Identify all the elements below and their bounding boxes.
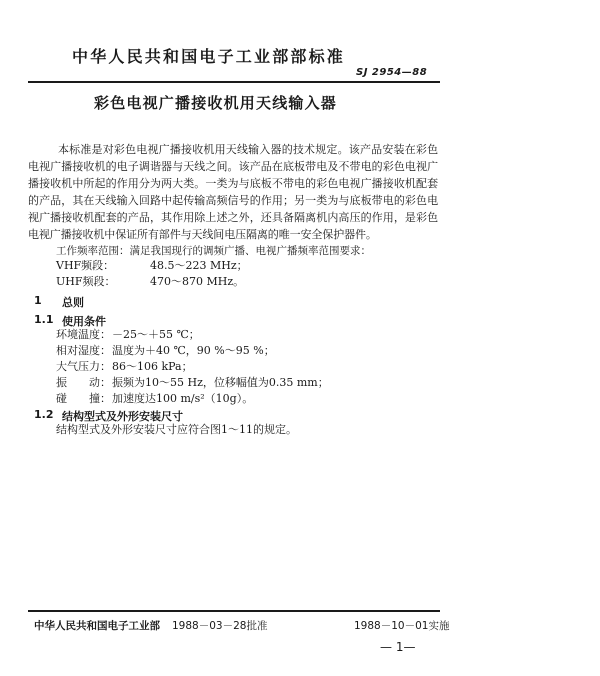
header-rule: [28, 81, 440, 83]
frequency-range-intro: 工作频率范围：满足我国现行的调频广播、电视广播频率范围要求：: [56, 245, 371, 257]
section-1-2-title: 结构型式及外形安装尺寸: [62, 410, 183, 423]
issuing-authority-heading: 中华人民共和国电子工业部部标准: [72, 47, 346, 66]
section-1-1-number: 1.1: [34, 313, 54, 326]
footer-rule: [28, 610, 440, 612]
section-1-2-text: 结构型式及外形安装尺寸应符合图1～11的规定。: [56, 423, 297, 436]
document-title: 彩色电视广播接收机用天线输入器: [94, 94, 338, 112]
uhf-value: 470～870 MHz。: [150, 275, 245, 288]
footer-issuer: 中华人民共和国电子工业部: [34, 620, 160, 632]
condition-value: 加速度达100 m/s²（10g）。: [112, 392, 254, 405]
intro-paragraph: 本标准是对彩色电视广播接收机用天线输入器的技术规定。该产品安装在彩色电视广播接收机的电子调谐器与天线之间。该产品在底板带电及不带电的彩色电视广播接收机中所起的作用分为两大类。一类为与底板不带电的彩色电视广播接收机配套的产品，其在天线输入回路中起传输高频信号的作用；另一类为与底板带电的彩色电视广播接收机配套的产品，其作用除上述之外，还具备隔离机内高压的作用，是彩色电视广播接收机中保证所有部件与天线间电压隔离的唯一安全保护器件。: [28, 143, 438, 241]
condition-value: 86～106 kPa；: [112, 360, 193, 373]
footer-approval-date: 1988－03－28批准: [172, 620, 268, 632]
condition-label: 振 动：: [56, 376, 111, 389]
footer-effective-date: 1988－10－01实施: [354, 620, 450, 632]
condition-value: －25～＋55 ℃；: [112, 328, 200, 341]
condition-value: 振频为10～55 Hz，位移幅值为0.35 mm；: [112, 376, 329, 389]
vhf-label: VHF频段：: [56, 259, 115, 272]
standard-code: SJ 2954—88: [356, 67, 428, 78]
uhf-label: UHF频段：: [56, 275, 116, 288]
condition-label: 大气压力：: [56, 360, 111, 373]
section-1-2-number: 1.2: [34, 408, 54, 421]
section-1-title: 总则: [62, 296, 84, 309]
condition-label: 环境温度：: [56, 328, 111, 341]
page-number: — 1—: [380, 640, 416, 654]
vhf-value: 48.5～223 MHz；: [150, 259, 248, 272]
section-1-1-title: 使用条件: [62, 315, 106, 328]
condition-label: 相对湿度：: [56, 344, 111, 357]
condition-value: 温度为＋40 ℃，90 %～95 %；: [112, 344, 275, 357]
section-1-number: 1: [34, 294, 42, 307]
condition-label: 碰 撞：: [56, 392, 111, 405]
